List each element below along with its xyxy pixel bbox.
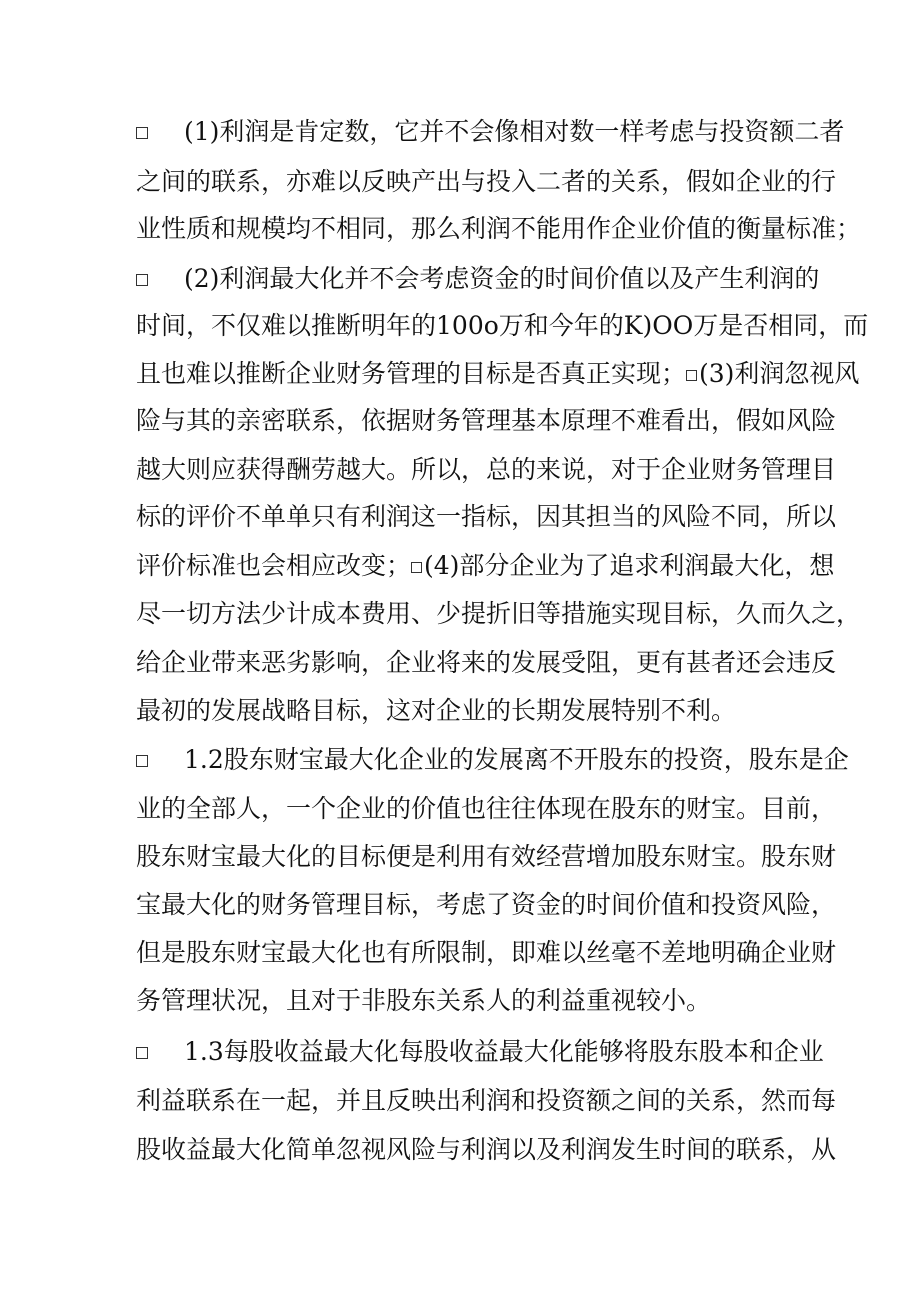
bullet-box-icon [686,370,697,381]
paragraph-1-line-2: 之间的联系，亦难以反映产出与投入二者的关系，假如企业的行 [136,167,837,196]
paragraph-3-line-4: 宝最大化的财务管理目标，考虑了资金的时间价值和投资风险， [136,890,837,919]
bullet-box-icon [136,127,148,139]
paragraph-3-line-2: 业的全部人，一个企业的价值也往往体现在股东的财宝。目前， [136,794,837,823]
bullet-box-icon [136,274,148,286]
bullet-box-icon [136,1047,148,1059]
paragraph-1-line-1 [136,112,844,152]
paragraph-2-line-2: 时间，不仅难以推断明年的100o万和今年的K)OO万是否相同，而 [136,311,869,340]
paragraph-3-line-6: 务管理状况，且对于非股东关系人的利益重视较小。 [136,986,712,1015]
paragraph-2-line-8: 尽一切方法少计成本费用、少提折旧等措施实现目标，久而久之， [136,599,862,628]
paragraph-2-line-4: 险与其的亲密联系，依据财务管理基本原理不难看出，假如风险 [136,406,837,435]
paragraph-4-line-2: 利益联系在一起，并且反映出利润和投资额之间的关系，然而每 [136,1086,837,1115]
paragraph-2-line-10: 最初的发展战略目标，这对企业的长期发展特别不利。 [136,696,737,725]
paragraph-4-line-3: 股收益最大化简单忽视风险与利润以及利润发生时间的联系，从 [136,1135,837,1164]
paragraph-2-line-7-tail: (4)部分企业为了追求利润最大化，想 [424,551,835,580]
paragraph-2-line-7 [136,546,835,586]
paragraph-2-line-3-text: 且也难以推断企业财务管理的目标是否真正实现； [136,359,687,388]
bullet-box-icon [136,755,148,767]
paragraph-2-line-6: 标的评价不单单只有利润这一指标，因其担当的风险不同，所以 [136,502,837,531]
paragraph-4-line-1-text: 1.3每股收益最大化每股收益最大化能够将股东股本和企业 [184,1037,824,1066]
paragraph-2-line-3 [136,354,860,394]
paragraph-3-line-1 [136,740,849,780]
paragraph-2-line-1 [136,259,819,299]
paragraph-3-line-3: 股东财宝最大化的目标便是利用有效经营增加股东财宝。股东财 [136,842,837,871]
paragraph-1-line-1-text: (1)利润是肯定数，它并不会像相对数一样考虑与投资额二者 [184,117,845,146]
paragraph-2-line-1-text: (2)利润最大化并不会考虑资金的时间价值以及产生利润的 [184,264,820,293]
paragraph-3-line-5: 但是股东财宝最大化也有所限制，即难以丝毫不差地明确企业财 [136,938,837,967]
bullet-box-icon [411,562,422,573]
paragraph-2-line-5: 越大则应获得酬劳越大。所以，总的来说，对于企业财务管理目 [136,455,837,484]
paragraph-2-line-9: 给企业带来恶劣影响，企业将来的发展受阻，更有甚者还会违反 [136,648,837,677]
paragraph-2-line-7-text: 评价标准也会相应改变； [136,551,412,580]
paragraph-3-line-1-text: 1.2股东财宝最大化企业的发展离不开股东的投资，股东是企 [184,745,849,774]
paragraph-4-line-1 [136,1032,824,1072]
paragraph-1-line-3: 业性质和规模均不相同，那么利润不能用作企业价值的衡量标准； [136,214,862,243]
paragraph-2-line-3-tail: (3)利润忽视风 [699,359,860,388]
